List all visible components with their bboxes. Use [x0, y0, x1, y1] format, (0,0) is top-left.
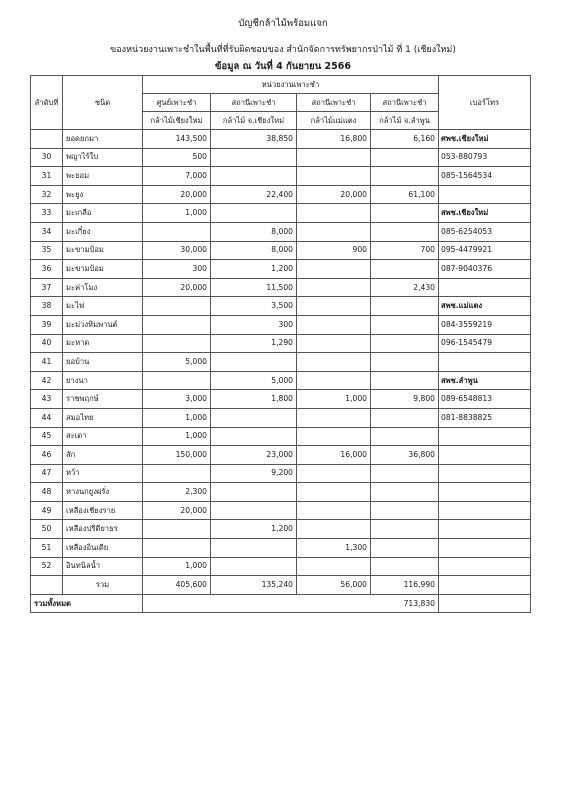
- phone-cell: [439, 539, 531, 558]
- quantity-cell: 20,000: [143, 501, 211, 520]
- column-header-type: ชนิด: [63, 76, 143, 130]
- quantity-cell: [211, 408, 297, 427]
- sum-value: 405,600: [143, 576, 211, 595]
- table-cell: [31, 130, 63, 149]
- phone-cell: [439, 353, 531, 372]
- quantity-cell: 1,290: [211, 334, 297, 353]
- quantity-cell: [211, 148, 297, 167]
- quantity-cell: 1,000: [143, 427, 211, 446]
- phone-cell: ศพช.เชียงใหม่: [439, 130, 531, 149]
- quantity-cell: [371, 334, 439, 353]
- quantity-cell: [297, 167, 371, 186]
- quantity-cell: [143, 334, 211, 353]
- table-row: [31, 260, 531, 279]
- species-name: พญาไร้ใบ: [63, 148, 143, 167]
- species-name: มะหาด: [63, 334, 143, 353]
- unit-header-line1: ศูนย์เพาะชำ: [143, 94, 211, 112]
- phone-cell: 095-4479921: [439, 241, 531, 260]
- quantity-cell: 3,500: [211, 297, 297, 316]
- phone-cell: 053-880793: [439, 148, 531, 167]
- table-row: [31, 278, 531, 297]
- phone-cell: [439, 483, 531, 502]
- phone-cell: [439, 501, 531, 520]
- row-index: 41: [31, 353, 63, 372]
- quantity-cell: 300: [211, 315, 297, 334]
- phone-cell: [439, 557, 531, 576]
- quantity-cell: [211, 557, 297, 576]
- species-name: หางนกยูงฝรั่ง: [63, 483, 143, 502]
- quantity-cell: 9,200: [211, 464, 297, 483]
- quantity-cell: [371, 408, 439, 427]
- phone-cell: [439, 278, 531, 297]
- row-index: 43: [31, 390, 63, 409]
- species-name: สัก: [63, 446, 143, 465]
- quantity-cell: [297, 334, 371, 353]
- unit-header-line2: กล้าไม้ จ.ลำพูน: [371, 112, 439, 130]
- row-index: 51: [31, 539, 63, 558]
- quantity-cell: 150,000: [143, 446, 211, 465]
- row-index: 34: [31, 222, 63, 241]
- quantity-cell: [297, 483, 371, 502]
- quantity-cell: [211, 204, 297, 223]
- table-row: [31, 483, 531, 502]
- phone-cell: สพช.ลำพูน: [439, 371, 531, 390]
- table-row: [31, 408, 531, 427]
- phone-cell: [439, 464, 531, 483]
- phone-cell: 096-1545479: [439, 334, 531, 353]
- quantity-cell: [143, 222, 211, 241]
- row-index: 31: [31, 167, 63, 186]
- grand-total-label: รวมทั้งหมด: [31, 594, 143, 613]
- quantity-cell: [371, 483, 439, 502]
- row-index: 47: [31, 464, 63, 483]
- quantity-cell: 900: [297, 241, 371, 260]
- row-index: 46: [31, 446, 63, 465]
- quantity-cell: 1,000: [143, 204, 211, 223]
- row-index: 45: [31, 427, 63, 446]
- quantity-cell: 22,400: [211, 185, 297, 204]
- quantity-cell: 2,300: [143, 483, 211, 502]
- quantity-cell: [371, 167, 439, 186]
- quantity-cell: 500: [143, 148, 211, 167]
- phone-cell: สพช.แม่แตง: [439, 297, 531, 316]
- balance-label: ยอดยกมา: [63, 130, 143, 149]
- table-row: [31, 501, 531, 520]
- quantity-cell: [211, 353, 297, 372]
- quantity-cell: 1,000: [143, 557, 211, 576]
- quantity-cell: [143, 297, 211, 316]
- grand-total-value: 713,830: [143, 594, 439, 613]
- quantity-cell: [371, 297, 439, 316]
- quantity-cell: [371, 520, 439, 539]
- table-row: [31, 185, 531, 204]
- row-index: 30: [31, 148, 63, 167]
- phone-cell: 081-8838825: [439, 408, 531, 427]
- row-index: 35: [31, 241, 63, 260]
- phone-cell: 085-6254053: [439, 222, 531, 241]
- column-header-phone: เบอร์โทร: [439, 76, 531, 130]
- quantity-cell: 5,000: [143, 353, 211, 372]
- balance-row: [31, 130, 531, 149]
- grand-total-row: [31, 594, 531, 613]
- balance-value: 143,500: [143, 130, 211, 149]
- quantity-cell: [297, 371, 371, 390]
- quantity-cell: [371, 539, 439, 558]
- quantity-cell: 1,300: [297, 539, 371, 558]
- row-index: 38: [31, 297, 63, 316]
- quantity-cell: [297, 148, 371, 167]
- quantity-cell: 300: [143, 260, 211, 279]
- species-name: เหลืองอินเดีย: [63, 539, 143, 558]
- quantity-cell: [297, 427, 371, 446]
- column-header-index: ลำดับที่: [31, 76, 63, 130]
- sum-value: 56,000: [297, 576, 371, 595]
- quantity-cell: [143, 371, 211, 390]
- quantity-cell: 20,000: [297, 185, 371, 204]
- row-index: 37: [31, 278, 63, 297]
- table-body: [31, 76, 531, 613]
- quantity-cell: [371, 371, 439, 390]
- row-index: 50: [31, 520, 63, 539]
- species-name: ราชพฤกษ์: [63, 390, 143, 409]
- row-index: 40: [31, 334, 63, 353]
- species-name: มะเกลือ: [63, 204, 143, 223]
- quantity-cell: [297, 408, 371, 427]
- column-group-header: หน่วยงานเพาะชำ: [143, 76, 439, 94]
- table-row: [31, 557, 531, 576]
- quantity-cell: 3,000: [143, 390, 211, 409]
- quantity-cell: 9,800: [371, 390, 439, 409]
- table-cell: [31, 576, 63, 595]
- quantity-cell: 11,500: [211, 278, 297, 297]
- table-row: [31, 315, 531, 334]
- quantity-cell: 30,000: [143, 241, 211, 260]
- row-index: 39: [31, 315, 63, 334]
- quantity-cell: 1,000: [297, 390, 371, 409]
- unit-header-line1: สถานีเพาะชำ: [297, 94, 371, 112]
- table-row: [31, 148, 531, 167]
- quantity-cell: [143, 315, 211, 334]
- phone-cell: 085-1564534: [439, 167, 531, 186]
- quantity-cell: [371, 148, 439, 167]
- sum-value: 135,240: [211, 576, 297, 595]
- row-index: 42: [31, 371, 63, 390]
- unit-header-line2: กล้าไม้แม่แตง: [297, 112, 371, 130]
- quantity-cell: [143, 520, 211, 539]
- table-row: [31, 464, 531, 483]
- table-row: [31, 427, 531, 446]
- phone-cell: [439, 185, 531, 204]
- quantity-cell: [371, 353, 439, 372]
- table-row: [31, 520, 531, 539]
- quantity-cell: [297, 222, 371, 241]
- species-name: มะไฟ: [63, 297, 143, 316]
- table-row: [31, 297, 531, 316]
- quantity-cell: [211, 501, 297, 520]
- quantity-cell: [211, 167, 297, 186]
- species-name: อินทนิลน้ำ: [63, 557, 143, 576]
- quantity-cell: 16,000: [297, 446, 371, 465]
- table-row: [31, 446, 531, 465]
- quantity-cell: [211, 539, 297, 558]
- quantity-cell: 2,430: [371, 278, 439, 297]
- phone-cell: [439, 446, 531, 465]
- document-subtitle: ของหน่วยงานเพาะชำในพื้นที่ที่รับผิดชอบของ สำนักจัดการทรัพยากรป่าไม้ ที่ 1 (เชียงใหม่): [110, 45, 456, 55]
- unit-header-line2: กล้าไม้เชียงใหม่: [143, 112, 211, 130]
- species-name: พะยอม: [63, 167, 143, 186]
- row-index: 44: [31, 408, 63, 427]
- quantity-cell: [143, 464, 211, 483]
- quantity-cell: [297, 520, 371, 539]
- sum-row: [31, 576, 531, 595]
- seedling-table: [30, 75, 531, 613]
- quantity-cell: [211, 427, 297, 446]
- species-name: เหลืองเชียงราย: [63, 501, 143, 520]
- species-name: ยางนา: [63, 371, 143, 390]
- quantity-cell: 1,800: [211, 390, 297, 409]
- species-name: พะยูง: [63, 185, 143, 204]
- quantity-cell: [211, 483, 297, 502]
- unit-header-line1: สถานีเพาะชำ: [371, 94, 439, 112]
- quantity-cell: 1,200: [211, 520, 297, 539]
- table-cell: [439, 576, 531, 595]
- species-name: มะขามป้อม: [63, 241, 143, 260]
- quantity-cell: [297, 557, 371, 576]
- table-row: [31, 353, 531, 372]
- quantity-cell: [371, 204, 439, 223]
- quantity-cell: 7,000: [143, 167, 211, 186]
- quantity-cell: [297, 297, 371, 316]
- table-row: [31, 334, 531, 353]
- row-index: 52: [31, 557, 63, 576]
- row-index: 32: [31, 185, 63, 204]
- row-index: 48: [31, 483, 63, 502]
- phone-cell: 087-9040376: [439, 260, 531, 279]
- quantity-cell: [297, 464, 371, 483]
- table-row: [31, 371, 531, 390]
- species-name: มะเกี๋ยง: [63, 222, 143, 241]
- quantity-cell: [297, 501, 371, 520]
- quantity-cell: [371, 260, 439, 279]
- table-header-row: [31, 76, 531, 94]
- quantity-cell: [371, 222, 439, 241]
- quantity-cell: 20,000: [143, 278, 211, 297]
- quantity-cell: [297, 204, 371, 223]
- quantity-cell: [371, 464, 439, 483]
- quantity-cell: [297, 260, 371, 279]
- quantity-cell: [371, 557, 439, 576]
- quantity-cell: [371, 501, 439, 520]
- quantity-cell: 8,000: [211, 241, 297, 260]
- table-row: [31, 222, 531, 241]
- quantity-cell: [297, 315, 371, 334]
- phone-cell: [439, 427, 531, 446]
- quantity-cell: 1,000: [143, 408, 211, 427]
- quantity-cell: [143, 539, 211, 558]
- row-index: 33: [31, 204, 63, 223]
- phone-cell: 089-6548813: [439, 390, 531, 409]
- species-name: มะม่วงหิมพานต์: [63, 315, 143, 334]
- table-row: [31, 204, 531, 223]
- species-name: หว้า: [63, 464, 143, 483]
- species-name: มะค่าโมง: [63, 278, 143, 297]
- quantity-cell: 20,000: [143, 185, 211, 204]
- table-row: [31, 539, 531, 558]
- table-cell: [439, 594, 531, 613]
- quantity-cell: 700: [371, 241, 439, 260]
- sum-label: รวม: [63, 576, 143, 595]
- quantity-cell: 8,000: [211, 222, 297, 241]
- balance-value: 6,160: [371, 130, 439, 149]
- quantity-cell: 5,000: [211, 371, 297, 390]
- document-title: บัญชีกล้าไม้พร้อมแจก: [238, 18, 328, 29]
- quantity-cell: [371, 427, 439, 446]
- data-date-line: ข้อมูล ณ วันที่ 4 กันยายน 2566: [215, 61, 351, 72]
- unit-header-line2: กล้าไม้ จ.เชียงใหม่: [211, 112, 297, 130]
- balance-value: 16,800: [297, 130, 371, 149]
- row-index: 49: [31, 501, 63, 520]
- quantity-cell: 1,200: [211, 260, 297, 279]
- table-row: [31, 390, 531, 409]
- table-row: [31, 167, 531, 186]
- phone-cell: [439, 520, 531, 539]
- phone-cell: สพช.เชียงใหม่: [439, 204, 531, 223]
- species-name: ยอบ้าน: [63, 353, 143, 372]
- phone-cell: 084-3559219: [439, 315, 531, 334]
- unit-header-line1: สถานีเพาะชำ: [211, 94, 297, 112]
- quantity-cell: 23,000: [211, 446, 297, 465]
- sum-value: 116,990: [371, 576, 439, 595]
- species-name: สมอไทย: [63, 408, 143, 427]
- species-name: มะขามป้อม: [63, 260, 143, 279]
- quantity-cell: [297, 278, 371, 297]
- row-index: 36: [31, 260, 63, 279]
- quantity-cell: 61,100: [371, 185, 439, 204]
- balance-value: 38,850: [211, 130, 297, 149]
- species-name: เหลืองปรีดียาธร: [63, 520, 143, 539]
- species-name: สะเดา: [63, 427, 143, 446]
- quantity-cell: [371, 315, 439, 334]
- table-row: [31, 241, 531, 260]
- quantity-cell: 36,800: [371, 446, 439, 465]
- quantity-cell: [297, 353, 371, 372]
